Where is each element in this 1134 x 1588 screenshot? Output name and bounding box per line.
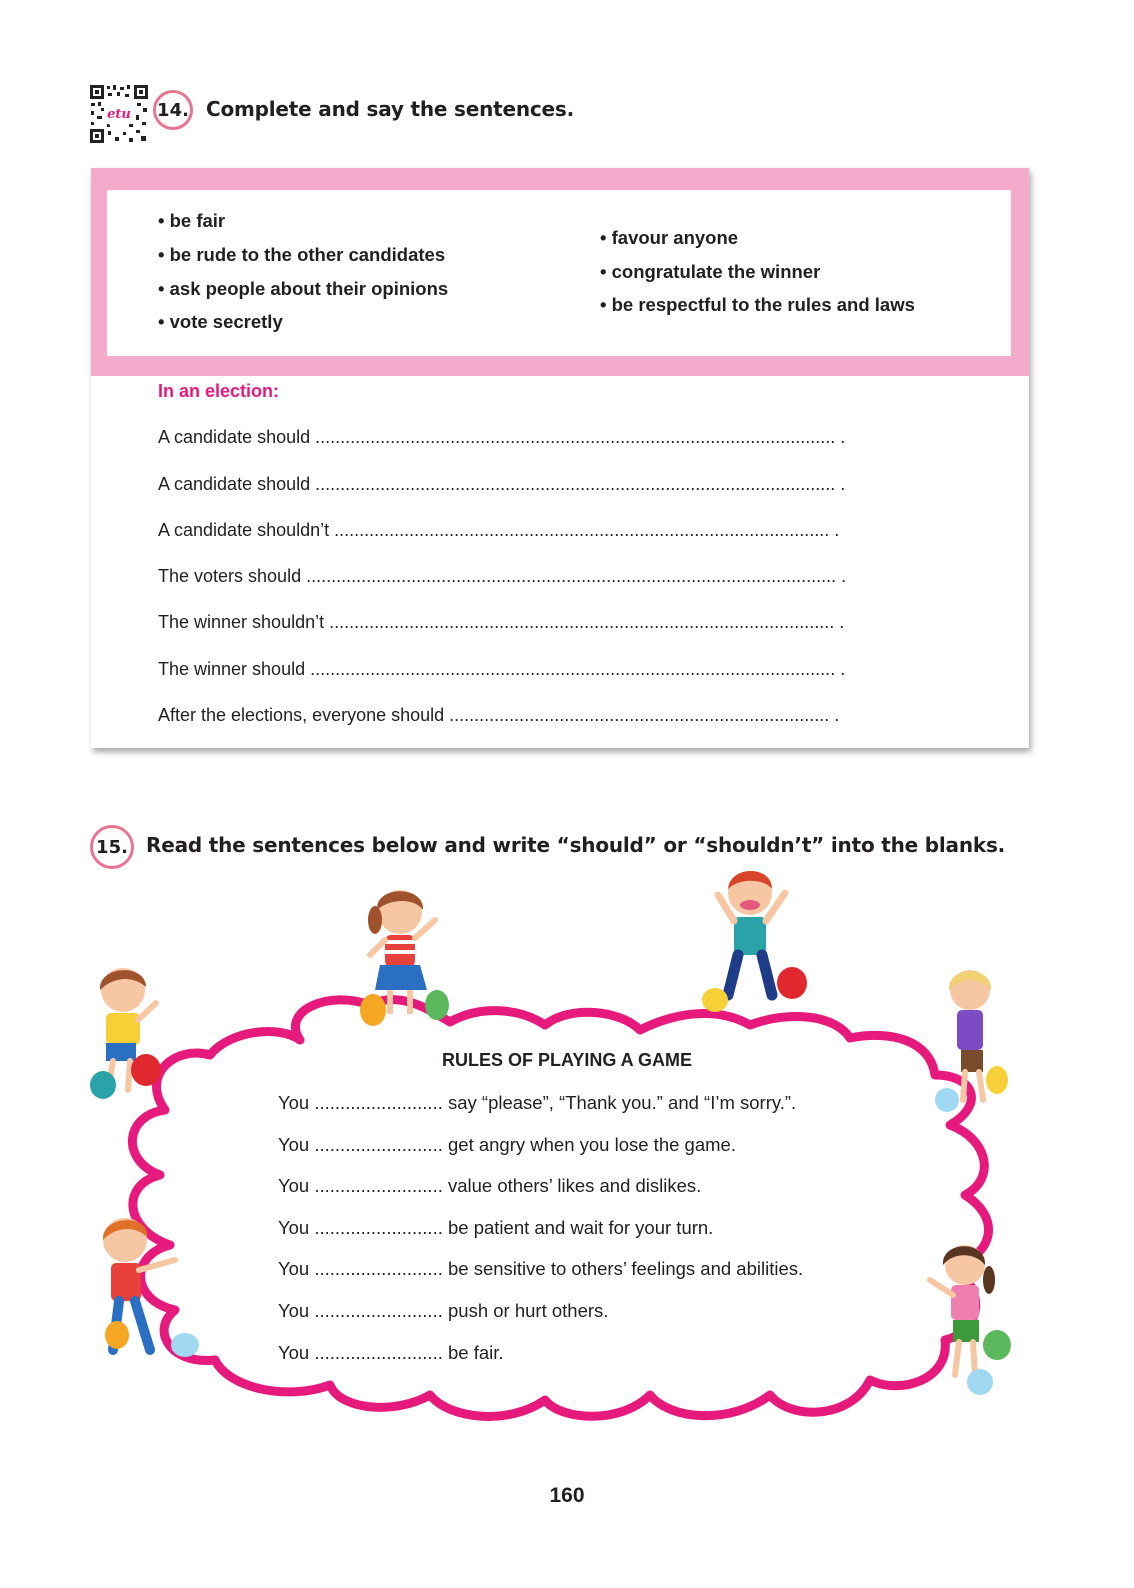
- word-option: • be fair: [158, 210, 226, 231]
- boy-figure-top: [702, 871, 807, 1012]
- sentence-blank[interactable]: A candidate shouldn’t ................................................................................................... .: [158, 520, 840, 540]
- exercise-14-card: [91, 168, 1029, 748]
- page-number: 160: [549, 1484, 585, 1507]
- exercise-15-number-text: 15.: [96, 836, 128, 858]
- rule-blank[interactable]: You ......................... be fair.: [278, 1342, 504, 1363]
- subheading: In an election:: [158, 381, 280, 401]
- word-option: • congratulate the winner: [600, 261, 821, 282]
- cloud-illustration: [0, 860, 1134, 1460]
- sentence-blank[interactable]: A candidate should ........................................................................................................ .: [158, 427, 846, 447]
- rule-blank[interactable]: You ......................... say “please”, “Thank you.” and “I’m sorry.”.: [278, 1092, 797, 1113]
- word-option: • favour anyone: [600, 227, 739, 248]
- sentence-blank[interactable]: The voters should .......................................................................................................... .: [158, 566, 847, 586]
- svg-text:etu: etu: [107, 107, 131, 122]
- sentence-blank[interactable]: The winner shouldn’t ..................................................................................................... .: [158, 612, 845, 632]
- boy-figure-left: [90, 968, 161, 1099]
- exercise-14-number-text: 14.: [157, 99, 189, 121]
- word-option: • be respectful to the rules and laws: [600, 294, 915, 315]
- exercise-14-number: [153, 90, 193, 130]
- rule-blank[interactable]: You ......................... get angry when you lose the game.: [278, 1134, 736, 1155]
- word-option: • vote secretly: [158, 311, 283, 332]
- exercise-15-instruction: Read the sentences below and write “should” or “shouldn’t” into the blanks.: [146, 833, 1006, 857]
- rule-blank[interactable]: You ......................... be sensitive to others’ feelings and abilities.: [278, 1258, 804, 1279]
- sentence-blank[interactable]: The winner should ......................................................................................................... .: [158, 659, 846, 679]
- rule-blank[interactable]: You ......................... be patient and wait for your turn.: [278, 1217, 714, 1238]
- word-bank: [107, 190, 1011, 356]
- rule-blank[interactable]: You ......................... value others’ likes and dislikes.: [278, 1175, 702, 1196]
- rules-title: RULES OF PLAYING A GAME: [441, 1050, 693, 1070]
- sentence-blank[interactable]: After the elections, everyone should ............................................................................ .: [158, 705, 840, 725]
- sentence-blank[interactable]: A candidate should ........................................................................................................ .: [158, 474, 846, 494]
- word-option: • ask people about their opinions: [158, 278, 449, 299]
- word-option: • be rude to the other candidates: [158, 244, 446, 265]
- qr-code-icon: [89, 84, 149, 144]
- rule-blank[interactable]: You ......................... push or hurt others.: [278, 1300, 609, 1321]
- word-bank-band: [91, 168, 1029, 376]
- exercise-14-instruction: Complete and say the sentences.: [206, 97, 574, 121]
